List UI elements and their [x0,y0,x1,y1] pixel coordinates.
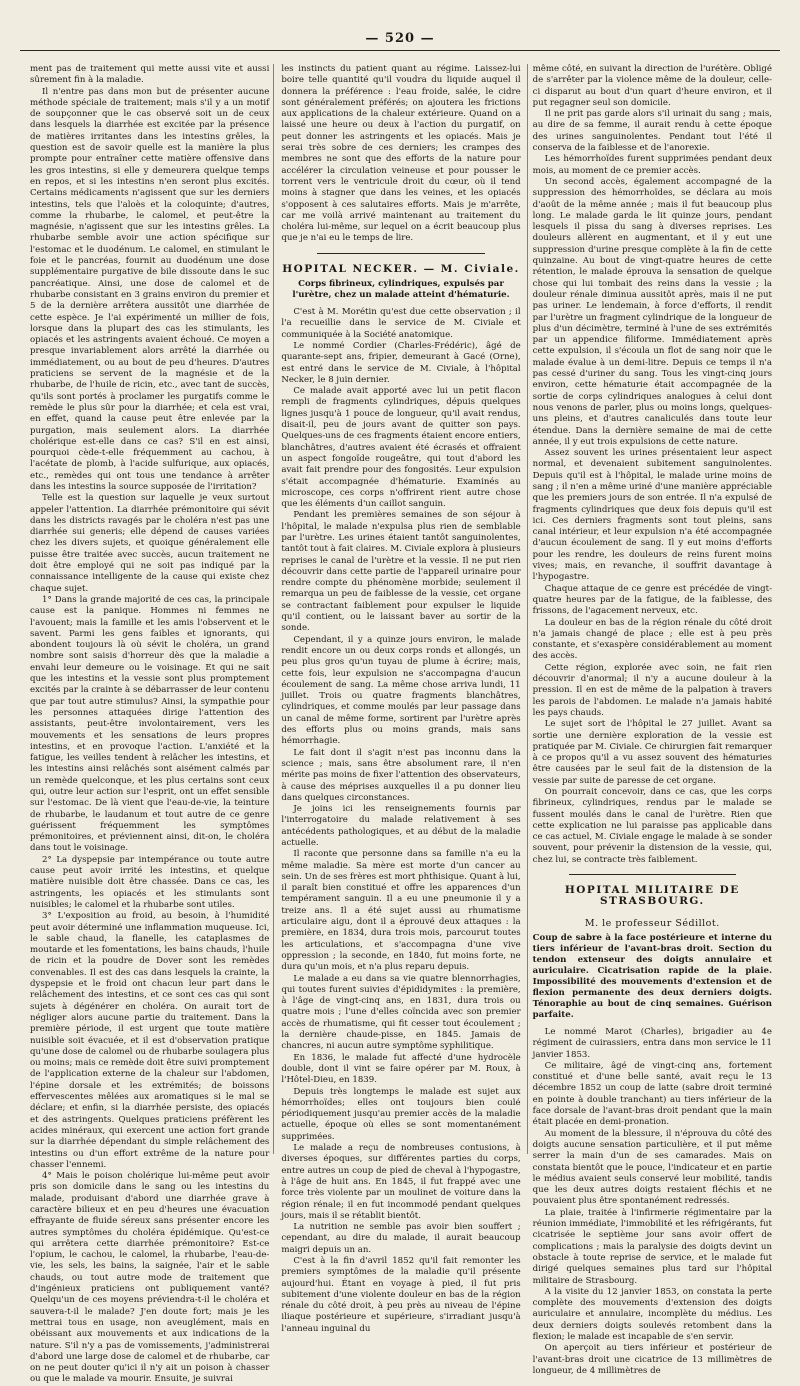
paragraph: Assez souvent les urines présentaient leur aspect normal, et devenaient subitement sanguinolentes. Depuis qu'il est à l'hôpital, le malade urine moins de sang ; il n'en a même uriné d'une manière appréciable que les premiers jours de son entrée. Il n'a expulsé de fragments cylindriques que deux fois depuis qu'il est ici. Ces derniers fragments sont tout pleins, sans canal intérieur, et leur expulsion n'a été accompagnée d'aucun écoulement de sang. Il y eut moins d'efforts pour les rendre, les douleurs de reins furent moins vives; mais, en revanche, il souffrit davantage à l'hypogastre. [532,448,772,583]
paragraph: Telle est la question sur laquelle je veux surtout appeler l'attention. La diarrhée prémonitoire qui sévit dans les districts ravagés par le choléra n'est pas une diarrhée sui generis; elle dépend de causes variées chez les divers sujets, et quoique généralement elle puisse être traitée avec succès, aucun traitement ne doit être employé qui ne soit pas indiqué par la connaissance intelligente de la cause qui existe chez chaque sujet. [30,493,270,594]
paragraph: La plaie, traitée à l'infirmerie régimentaire par la réunion immédiate, l'immobilité et les réfrigérants, fut cicatrisée le septième jour sans avoir offert de complications ; mais la paralysie des doigts devint un obstacle à toute reprise de service, et le malade fut dirigé quelques semaines plus tard sur l'hôpital militaire de Strasbourg. [532,1207,772,1286]
paragraph: En 1836, le malade fut affecté d'une hydrocèle double, dont il vint se faire opérer par M. Roux, à l'Hôtel-Dieu, en 1839. [281,1052,521,1086]
paragraph: Au moment de la blessure, il n'éprouva du côté des doigts aucune sensation particulière, et il put même serrer la main d'un de ses camarades. Mais on constata bientôt que le pouce, l'indicateur et en partie le médius avaient seuls conservé leur mobilité, tandis que les deux autres doigts restaient fléchis et ne pouvaient plus être spontanément redressés. [532,1128,772,1207]
case-body-strasbourg [533,1027,772,1377]
case-title-necker: Corps fibrineux, cylindriques, expulsés par l'urètre, chez un malade atteint d'hématurie. [292,279,510,301]
paragraph: Le malade a eu dans sa vie quatre blennorrhagies, qui toutes furent suivies d'épididymites : la première, à l'âge de vingt-cinq ans, en 1831, dura trois ou quatre mois ; l'une d'elles coïncida avec son premier accès de rhumatisme, qui fit cesser tout écoulement ; la dernière chaude-pisse, en 1845. Jamais de chancres, ni aucun autre symptôme syphilitique. [281,973,521,1052]
paragraph: Chaque attaque de ce genre est précédée de vingt-quatre heures par de la fatigue, de la faiblesse, des frissons, de l'agacement nerveux, etc. [532,583,772,617]
paragraph: 1° Dans la grande majorité de ces cas, la principale cause est la panique. Hommes ni femmes ne l'avouent; mais la famille et les amis l'observent et le savent. Parmi les gens faibles et ignorants, qui abondent toujours là où sévit le choléra, un grand nombre sont saisis d'horreur dès que la maladie a envahi leur demeure ou le voisinage. Et qui ne sait que les intestins et la vessie sont plus promptement excités par la crainte à se débarrasser de leur contenu que par tout autre stimulus? Ainsi, la sympathie pour les personnes attaquées dirige l'attention des assistants, peut-être involontairement, vers les mouvements et les sensations de leurs propres intestins, et en provoque l'action. L'anxiété et la fatigue, les veilles tendent à relâcher les intestins, et les intestins ainsi relâchés sont aisément calmés par un remède quelconque, et les plus certains sont ceux qui, outre leur action sur l'esprit, ont un effet sensible sur l'estomac. De là vient que l'eau-de-vie, la teinture de rhubarbe, le laudanum et tout autre de ce genre guérissent fréquemment les symptômes prémonitoires, et préviennent ainsi, dit-on, le choléra dans tout le voisinage. [30,594,270,854]
section-divider [569,874,737,875]
paragraph: ment pas de traitement qui mette aussi vite et aussi sûrement fin à la maladie. [30,64,270,86]
paragraph: C'est à la fin d'avril 1852 qu'il fait remonter les premiers symptômes de la maladie qu'il présente aujourd'hui. Étant en voyage à pied, il fut pris subitement d'une violente douleur en bas de la région rénale du côté droit, à peu près au niveau de l'épine iliaque postérieure et supérieure, s'irradiant jusqu'à l'anneau inguinal du [281,1255,521,1334]
paragraph: Cependant, il y a quinze jours environ, le malade rendit encore un ou deux corps ronds et allongés, un peu plus gros qu'un tuyau de plume à écrire; mais, cette fois, leur expulsion ne s'accompagna d'aucun écoulement de sang. La même chose arriva lundi, 11 juillet. Trois ou quatre fragments blanchâtres, cylindriques, et comme moulés par leur passage dans un canal de même forme, sortirent par l'urètre après des efforts plus ou moins grands, mais sans hémorrhagie. [281,634,521,747]
paragraph: 3° L'exposition au froid, au besoin, à l'humidité peut avoir déterminé une inflammation muqueuse. Ici, le sable chaud, la flanelle, les cataplasmes de moutarde et les fomentations, les bains chauds, l'huile de ricin et la poudre de Dover sont les remèdes convenables. Il est des cas dans lesquels la crainte, la dyspepsie et le froid ont chacun leur part dans le relâchement des intestins, et ce sont ces cas qui sont sujets à dégénérer en choléra. On aurait tort de négliger alors aucune partie du traitement. Dans la première période, il est urgent que toute matière nuisible soit évacuée, et il est d'observation pratique qu'une dose de calomel ou de rhubarbe soulagera plus ou moins; mais ce remède doit être suivi promptement de l'application externe de la chaleur sur l'abdomen, l'épine dorsale et les extrémités; de boissons effervescentes mêlées aux aromatiques si le mal se déclare; et enfin, si la diarrhée persiste, des opiacés et des astringents. Quelques praticiens préfèrent les acides minéraux, qui exercent une action fort grande sur la diarrhée dépendant du simple relâchement des intestins ou d'un effort extrême de la nature pour chasser l'ennemi. [30,911,270,1170]
paragraph: Le fait dont il s'agit n'est pas inconnu dans la science ; mais, sans être absolument rare, il n'en mérite pas moins de fixer l'attention des observateurs, à cause des méprises auxquelles il a pu donner lieu dans quelques circonstances. [281,747,521,803]
paragraph: La douleur en bas de la région rénale du côté droit n'a jamais changé de place ; elle est à peu près constante, et s'exaspère considérablement au moment des accès. [532,617,772,662]
page-header [20,28,780,48]
paragraph: 4° Mais le poison cholérique lui-même peut avoir pris son domicile dans le sang ou les intestins du malade, produisant d'abord une diarrhée grave à caractère bilieux et en peu d'heures une évacuation effrayante de fluide séreux sans présenter encore les autres symptômes du choléra épidémique. Qu'est-ce qui arrêtera cette diarrhée prémonitoire? Est-ce l'opium, le cachou, le calomel, la rhubarbe, l'eau-de-vie, les sels, les bains, la saignée, l'air et le sable chauds, ou tout autre mode de traitement que d'ingénieux praticiens ont publiquement vanté? Quelqu'un de ces moyens préviendra-t-il le choléra et sauvera-t-il le malade? J'en doute fort; mais je les mettrai tous en usage, non aveuglément, mais en obéissant aux mouvements et aux indications de la nature. S'il n'y a pas de vomissements, j'administrerai d'abord une large dose de calomel et de rhubarbe, car on ne peut douter qu'ici il n'y ait un poison à chasser ou que le malade va mourir. Ensuite, je suivrai [30,1171,270,1385]
section-title-necker: HOPITAL NECKER. — M. Civiale. [282,262,520,275]
column-right [532,64,772,1376]
paragraph: On aperçoit au tiers inférieur et postérieur de l'avant-bras droit une cicatrice de 13 millimètres de longueur, de 4 millimètres de [532,1343,772,1376]
paragraph: Ce militaire, âgé de vingt-cinq ans, fortement constitué et d'une belle santé, avait reçu le 13 décembre 1852 un coup de latte (sabre droit terminé en pointe à double tranchant) au tiers inférieur de la face dorsale de l'avant-bras droit pendant que la main était placée en demi-pronation. [532,1060,772,1128]
section-divider [317,253,485,254]
case-body-necker-cont [533,64,772,866]
paragraph: Le sujet sort de l'hôpital le 27 juillet. Avant sa sortie une dernière exploration de la vessie est pratiquée par M. Civiale. Ce chirurgien fait remarquer à ce propos qu'il a vu assez souvent des hématuries être causées par le seul fait de la distension de la vessie par suite de paresse de cet organe. [532,719,772,786]
paragraph: 2° La dyspepsie par intempérance ou toute autre cause peut avoir irrité les intestins, et quelque matière nuisible doit être chassée. Dans ce cas, les astringents, les opiacés et les stimulants sont nuisibles; le calomel et la rhubarbe sont utiles. [30,854,270,910]
paragraph: Je joins ici les renseignements fournis par l'interrogatoire du malade relativement à ses antécédents pathologiques, et au début de la maladie actuelle. [281,804,521,848]
paragraph: Il raconte que personne dans sa famille n'a eu la même maladie. Sa mère est morte d'un cancer au sein. Un de ses frères est mort phthisique. Quant à lui, il paraît bien constitué et offre les apparences d'un tempérament sanguin. Il a eu une pneumonie il y a treize ans. Il a été sujet aussi au rhumatisme articulaire aigu, dont il a éprouvé deux attaques : la première, en 1834, dura trois mois, parcourut toutes les articulations, et s'accompagna d'une vive oppression ; la seconde, en 1840, fut moins forte, ne dura qu'un mois, et n'a plus reparu depuis. [281,849,521,973]
paragraph: A la visite du 12 janvier 1853, on constata la perte complète des mouvements d'extension des doigts auriculaire et annulaire, incomplète du médius. Les deux derniers doigts soulevés retombent dans la flexion; le malade est incapable de s'en servir. [532,1286,772,1342]
case-body-necker [281,307,520,1335]
paragraph: Il ne prit pas garde alors s'il urinait du sang ; mais, au dire de sa femme, il aurait rendu à cette époque des urines sanguinolentes. Pendant tout l'été il conserva de la faiblesse et de l'anorexie. [532,109,772,154]
paragraph: Ce malade avait apporté avec lui un petit flacon rempli de fragments cylindriques, dépuis quelques lignes jusqu'à 1 pouce de longueur, qu'il avait rendus, disait-il, peu de jours avant de quitter son pays. Quelques-uns de ces fragments étaient encore entiers, blanchâtres, d'autres avaient été écrasés et offraient un aspect fongoïde rougeâtre, qui tout d'abord les avait fait prendre pour des fongosités. Leur expulsion s'était accompagnée d'hématurie. Examinés au microscope, ces corps n'offrirent rient autre chose que les éléments d'un caillot sanguin. [281,386,521,510]
paragraph: La nutrition ne semble pas avoir bien souffert ; cependant, au dire du malade, il aurait beaucoup maigri depuis un an. [281,1222,521,1255]
page-number: — 520 — [365,30,435,46]
header-rule [20,50,780,51]
paragraph: Le nommé Cordier (Charles-Frédéric), âgé de quarante-sept ans, fripier, demeurant à Gacé (Orne), est entré dans le service de M. Civiale, à l'hôpital Necker, le 8 juin dernier. [281,340,521,385]
column-separator [527,64,528,1154]
paragraph: Un second accès, également accompagné de la suppression des hémorrhoïdes, se déclara au mois d'août de la même année ; mais il fut beaucoup plus long. Le malade garda le lit quinze jours, pendant lesquels il pissa du sang à diverses reprises. Les douleurs allèrent en augmentant, et il y eut une suppression d'urine presque complète à la fin de cette quinzaine. Au bout de vingt-quatre heures de cette rétention, le malade éprouva la sensation de quelque chose qui lui tombait des reins dans la vessie ; la douleur rénale diminua aussitôt après, mais il ne put pas uriner. Le lendemain, à force d'efforts, il rendit par l'urètre un fragment cylindrique de la longueur de plus d'un décimètre, terminé à l'une de ses extrémités par un appendice filiforme. Immédiatement après cette expulsion, il s'écoula un flot de sang noir que le malade évalue à un demi-litre. Depuis ce temps il n'a pas cessé d'uriner du sang. Tous les vingt-cinq jours environ, cette hématurie était accompagnée de la sortie de corps cylindriques analogues à celui dont nous venons de parler, plus ou moins longs, quelques-uns pleins, et d'autres canaliculés dans toute leur étendue. Dans la dernière semaine de mai de cette année, il y eut trois expulsions de cette nature. [532,176,772,447]
paragraph: Il n'entre pas dans mon but de présenter aucune méthode spéciale de traitement; mais s'il y a un motif de soupçonner que le cas observé soit un de ceux dans lesquels la diarrhée est excitée par la présence de matières irritantes dans les intestins grêles, la question est de savoir quelle est la manière la plus prompte pour entraîner cette matière offensive dans les gros intestins, si elle y demeurera quelque temps en repos, et si les intestins n'en seront plus excités. Certains médicaments n'agissent que sur les derniers intestins, tels que l'aloès et la coloquinte; d'autres, comme la rhubarbe, le calomel, et peut-être la magnésie, n'agissent que sur les intestins grêles. La rhubarbe semble avoir une action spécifique sur l'estomac et le duodénum. Le calomel, en stimulant le foie et le pancréas, fournit au duodénum une dose supplémentaire purgative de bile dissoute dans le suc pancréatique. Ainsi, une dose de calomel et de rhubarbe consistant en 3 grains environ du premier et 5 de la dernière arrêtera aussitôt une diarrhée de cette espèce. Je l'ai expérimenté un millier de fois, lorsque dans la plupart des cas les stimulants, les opiacés et les astringents avaient échoué. Ce moyen a presque invariablement alors arrêté la diarrhée ou immédiatement, ou au bout de peu d'heures. D'autres praticiens se servent de la magnésie et de la rhubarbe, de l'huile de ricin, etc., avec tant de succès, qu'ils sont portés à proclamer les purgatifs comme le remède le plus sûr pour la diarrhée; et cela est vrai, en effet, quand la cause peut être enlevée par la purgation, mais seulement alors. La diarrhée cholérique est-elle dans ce cas? S'il en est ainsi, pourquoi cède-t-elle fréquemment au cachou, à l'acétate de plomb, à l'acide sulfurique, aux opiacés, etc., remèdes qui ont tous une tendance à arrêter dans les intestins la source supposée de l'irritation? [30,86,270,492]
paragraph: Le nommé Marot (Charles), brigadier au 4e régiment de cuirassiers, entra dans mon service le 11 janvier 1853. [532,1026,772,1060]
paragraph: Depuis très longtemps le malade est sujet aux hémorrhoïdes; elles ont toujours bien coulé périodiquement jusqu'au premier accès de la maladie actuelle, époque où elles se sont momentanément supprimées. [281,1086,521,1142]
column-separator [273,64,274,1154]
paragraph: Cette région, explorée avec soin, ne fait rien découvrir d'anormal; il n'y a aucune douleur à la pression. Il en est de même de la palpation à travers les parois de l'abdomen. Le malade n'a jamais habité les pays chauds. [532,662,772,718]
section-author-strasbourg: M. le professeur Sédillot. [584,917,720,929]
text-columns [30,64,772,1385]
paragraph: même côté, en suivant la direction de l'urétère. Obligé de s'arrêter par la violence même de la douleur, celle-ci disparut au bout d'un quart d'heure environ, et il put regagner seul son domicile. [532,64,772,108]
column-middle [281,64,521,1334]
paragraph: Pendant les premières semaines de son séjour à l'hôpital, le malade n'expulsa plus rien de semblable par l'urètre. Les urines étaient tantôt sanguinolentes, tantôt tout à fait claires. M. Civiale explora à plusieurs reprises le canal de l'urètre et la vessie. Il ne put rien découvrir dans cette partie de l'appareil urinaire pour rendre compte du phénomène morbide; seulement il remarqua un peu de faiblesse de la vessie, cet organe se contractant faiblement pour expulser le liquide qu'il contient, ou le laissant baver au sortir de la sonde. [281,510,521,634]
section-title-strasbourg: HOPITAL MILITAIRE DE STRASBOURG. [564,884,740,908]
paragraph: Le malade a reçu de nombreuses contusions, à diverses époques, sur différentes parties du corps, entre autres un coup de pied de cheval à l'hypogastre, à l'âge de huit ans. En 1845, il fut frappé avec une force très violente par un moulinet de voiture dans la région rénale; il en fut incommodé pendant quelques jours, mais il se rétablit bientôt. [281,1143,521,1221]
column-left [30,64,270,1385]
paragraph: les instincts du patient quant au régime. Laissez-lui boire telle quantité qu'il voudra du liquide auquel il donnera la préférence : l'eau froide, salée, le cidre sont généralement préférés; on ajoutera les frictions aux applications de la chaleur extérieure. Quand on a laissé une heure ou deux à l'action du purgatif, on peut donner les astringents et les opiacés. Mais je serai très sobre de ces derniers; les crampes des membres ne sont que des efforts de la nature pour accélérer la circulation veineuse et pour pousser le torrent vers le ventricule droit du cœur, où il tend moins à stagner que dans les veines, et les opiacés s'opposent à ces salutaires efforts. Mais je m'arrête, car me voilà arrivé maintenant au traitement du choléra lui-même, sur lequel on a écrit beaucoup plus que je n'ai eu le temps de lire. [281,64,521,244]
paragraph: On pourrait concevoir, dans ce cas, que les corps fibrineux, cylindriques, rendus par le malade se fussent moulés dans le canal de l'urètre. Rien que cette explication ne lui paraisse pas applicable dans ce cas actuel, M. Civiale engage le malade à se sonder souvent, pour prévenir la distension de la vessie, qui, chez lui, se contracte très faiblement. [532,787,772,865]
case-title-strasbourg: Coup de sabre à la face postérieure et interne du tiers inférieur de l'avant-bras droit. Section du tendon extenseur des doigts annulaire et auriculaire. Cicatrisation rapide de la plaie. Impossibilité des mouvements d'extension et de flexion permanente des deux derniers doigts. Ténoraphie au bout de cinq semaines. Guérison parfaite. [532,932,772,1020]
paragraph: Les hémorrhoïdes furent supprimées pendant deux mois, au moment de ce premier accès. [532,154,772,176]
paragraph: C'est à M. Morétin qu'est due cette observation ; il l'a recueillie dans le service de M. Civiale et communiquée à la Société anatomique. [281,307,521,340]
